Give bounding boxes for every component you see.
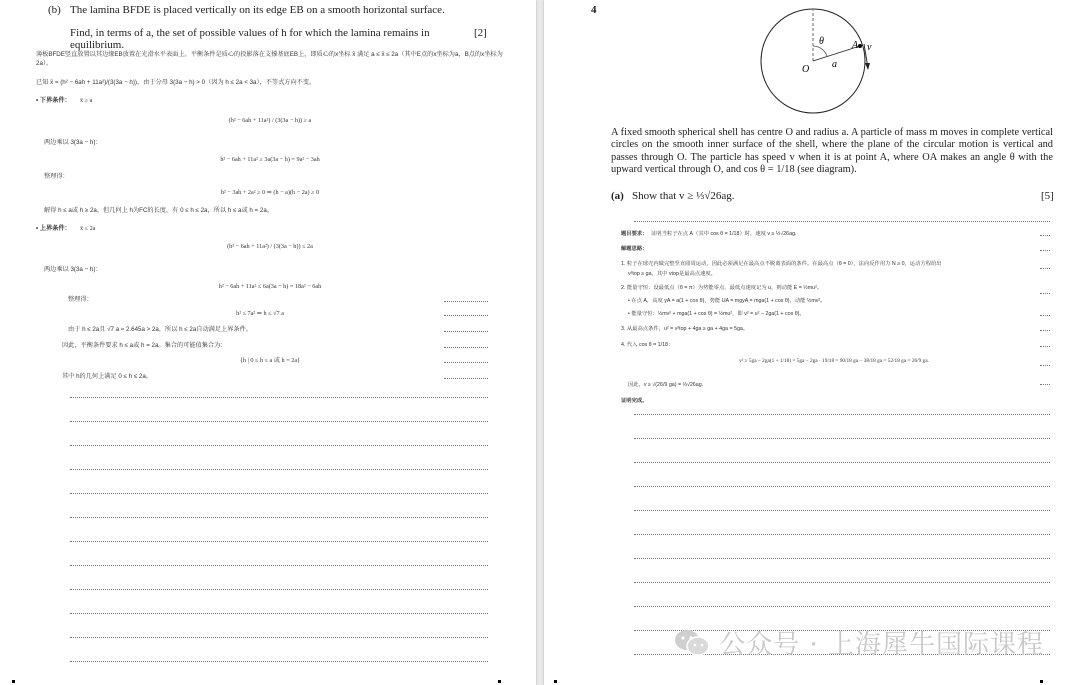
answer-line [70,541,488,542]
watermark-text: 公众号 · 上海犀牛国际课程 [719,630,1044,660]
step-4: 4. 代入 cos θ = 1/18： [621,342,674,348]
step-3: 3. 从最高点条件，u² = v²top + 4ga ≥ ga + 4ga = 5ga。 [621,326,749,332]
answer-line [70,517,488,518]
solution-set: {h | 0 ≤ h ≤ a 或 h = 2a} [239,357,301,364]
upper-simplify-label: 整理得： [68,296,93,303]
part-b-text: The lamina BFDE is placed vertically on its edge EB on a smooth horizontal surface. [70,4,445,16]
requirement-label: 题目要求： [621,231,648,237]
answer-line [634,606,1050,607]
o-label: O [802,64,810,75]
arrow-head-icon [865,63,870,70]
answer-dots [1040,330,1050,331]
registration-mark [12,680,15,683]
answer-line [70,397,488,398]
step-2a: • 在点 A，高度 yA = a(1 + cos θ)，势能 UA = mgyA = mga(1 + cos θ)，动能 ½mv²。 [628,298,826,304]
answer-line [634,486,1050,487]
step-2b: • 能量守恒：½mv² + mga(1 + cos θ) = ½mu²，即 v² = u² − 2ga(1 + cos θ)。 [628,311,805,317]
answer-line [70,661,488,662]
answer-dots [1040,384,1050,385]
proof-complete: 证明完成。 [621,398,648,404]
answer-dots [1040,250,1050,251]
sphere-diagram [756,4,876,118]
step-4-equation: v² ≥ 5ga − 2ga(1 + 1/18) = 5ga − 2ga · 19/18 = 90/18 ga − 38/18 ga = 52/18 ga = 26/9 ga. [739,358,929,364]
step-2: 2. 能量守恒：设最低点（θ = π）为势能零点，最低点速度记为 u，则动能 E = ½mu²。 [621,285,823,291]
answer-line [634,534,1050,535]
problem-paragraph: A fixed smooth spherical shell has centre O and radius a. A particle of mass m moves in complete vertical circles on the smooth inner surface of the shell, where the plane of the circular motion is vertical and passes through O. The particle has speed v when it is at point A, where OA makes an angle θ with the upward vertical through O, and cos θ = 1/18 (see diagram). [611,127,1053,176]
angle-arc [813,46,827,56]
answer-line [70,565,488,566]
point-a-label: A [852,40,859,51]
step-1b: v²top ≥ ga，其中 vtop是最高点速度。 [628,271,716,277]
answer-dots [1040,293,1050,294]
answer-line [634,221,1050,222]
right-page [544,0,1080,685]
answer-line [634,438,1050,439]
requirement-text: 证明当粒子在点 A（其中 cos θ = 1/18）时，速度 v ≥ ⅓√26ag. [651,231,797,237]
left-page [0,0,536,685]
question-text: Find, in terms of a, the set of possible values of h for which the lamina remains in equilibrium. [70,27,430,51]
answer-dots [1040,365,1050,366]
upper-bound-expanded: h² − 6ah + 11a² ≤ 6a(3a − h) = 18a² − 6ah [218,283,322,290]
answer-dots [444,315,488,316]
lower-bound-equation: (h² − 6ah + 11a²) / (3(3a − h)) ≥ a [228,117,312,124]
lower-bound-expanded: h² − 6ah + 11a² ≥ 3a(3a − h) = 9a² − 3ah [220,156,320,163]
conclusion-text: 因此，平衡条件要求 h ≤ a或 h = 2a。集合的可能值集合为： [62,342,227,349]
multiply-step-2: 两边乘以 3(3a − h)： [44,266,102,273]
upper-bound-condition: x̄ ≤ 2a [80,225,96,232]
answer-line [70,637,488,638]
answer-dots [1040,235,1050,236]
answer-line [70,589,488,590]
lower-bound-simplified: h² − 3ah + 2a² ≥ 0 ⇒ (h − a)(h − 2a) ≥ 0 [220,189,320,196]
simplify-label: 整理得： [44,173,69,180]
answer-line [70,469,488,470]
wechat-icon [673,628,711,658]
lower-bound-condition: x̄ ≥ a [80,97,93,104]
answer-line [70,445,488,446]
part-a-marks: [5] [1041,190,1054,202]
footnote-text: 其中 h的几何上满足 0 ≤ h ≤ 2a。 [62,373,152,380]
registration-mark [498,680,501,683]
therefore-statement: 因此，v ≥ √(26/9 ga) = ⅓√26ag. [628,382,704,388]
registration-mark [554,680,557,683]
upper-bound-note: 由于 h ≤ 2a且 √7 a ≈ 2.645a > 2a，所以 h ≤ 2a自动满足上界条件。 [68,326,252,333]
answer-line [634,558,1050,559]
answer-dots [1040,268,1050,269]
lower-bound-label: • 下界条件： [36,97,71,104]
page-number: 4 [591,4,597,16]
theta-label: θ [819,36,824,47]
step-1: 1. 粒子在球壳内做完整竖直圆周运动，因此必须满足在最高点不脱离表面的条件。在最高点（θ = 0），法向反作用力 N ≥ 0，运动方程给出 [621,261,942,267]
answer-dots [444,301,488,302]
watermark [673,624,1044,661]
answer-line [634,510,1050,511]
upper-bound-label: • 上界条件： [36,225,71,232]
answer-dots [444,347,488,348]
upper-bound-simplified: h² ≤ 7a² ⇒ h ≤ √7 a [236,310,284,317]
answer-line [70,613,488,614]
answer-line [634,414,1050,415]
answer-line [70,493,488,494]
answer-line [634,582,1050,583]
answer-dots [1040,346,1050,347]
answer-dots [444,331,488,332]
part-a-text: Show that v ≥ ⅓√26ag. [632,190,735,202]
part-a-label: (a) [611,190,624,202]
answer-dots [444,378,488,379]
particle-dot [858,44,862,48]
v-label: v [867,42,872,53]
registration-mark [1040,680,1043,683]
lower-bound-solution: 解得 h ≤ a或 h ≥ 2a。但几何上 h为FC的长度，有 0 ≤ h ≤ 2a，所以 h ≤ a或 h = 2a。 [44,207,273,214]
intro-paragraph: 薄板BFDE竖直放置以其边缘EB放置在光滑水平表面上。平衡条件是质心的投影落在支撑基底EB上，即质心的x坐标 x̄ 满足 a ≤ x̄ ≤ 2a（其中E点的x坐标为a，B点的x坐标为2a）。 [36,51,503,67]
answer-dots [1040,315,1050,316]
question-marks: [2] [474,27,487,39]
answer-dots [444,362,488,363]
upper-bound-equation: (h² − 6ah + 11a²) / (3(3a − h)) ≤ 2a [227,243,313,250]
multiply-step-1: 两边乘以 3(3a − h)： [44,139,102,146]
known-statement: 已知 x̄ = (h² − 6ah + 11a²)/(3(3a − h))，由于分母 3(3a − h) > 0（因为 h ≤ 2a < 3a），不等式方向不变。 [36,79,316,86]
answer-line [70,421,488,422]
radius-label: a [832,59,837,70]
answer-line [634,462,1050,463]
part-b-label: (b) [48,4,61,16]
approach-label: 解题思路： [621,246,648,252]
